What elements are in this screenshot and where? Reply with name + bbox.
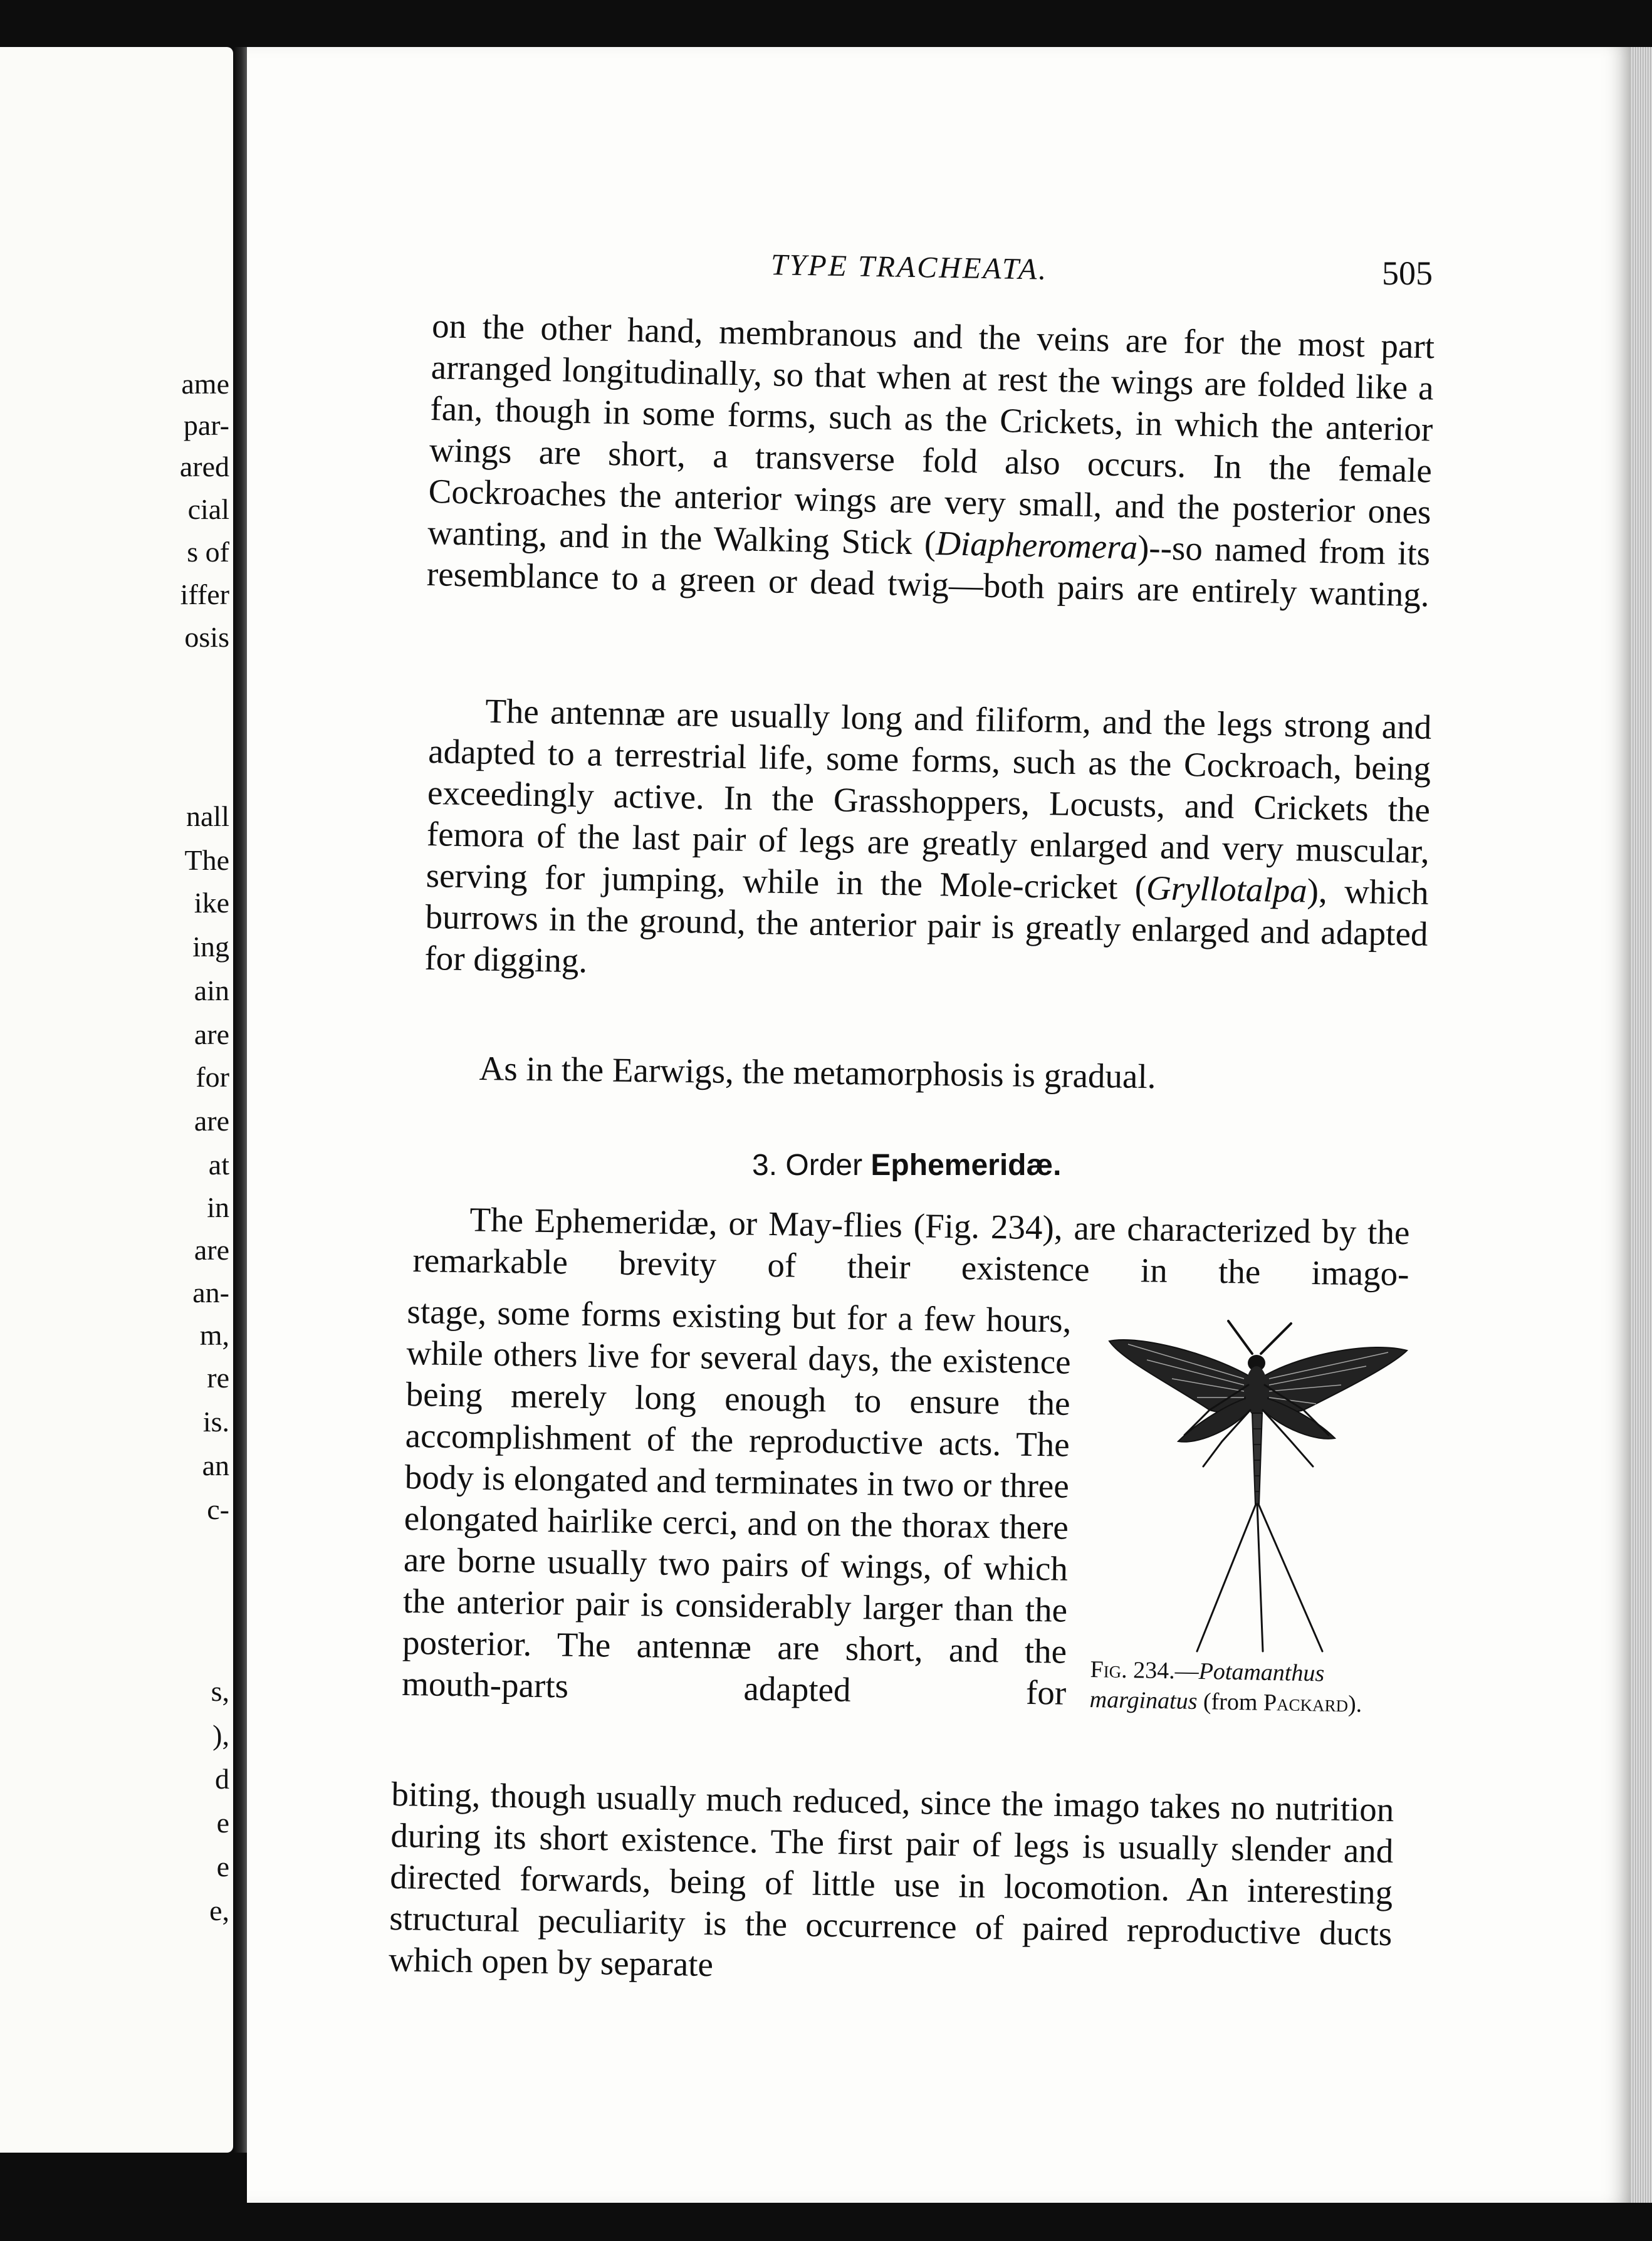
left-page-fragment-line: ared [179, 451, 229, 483]
left-page-fragment-line: par- [183, 409, 229, 441]
left-page-fragment-line: an [202, 1450, 229, 1481]
mayfly-illustration [1103, 1316, 1416, 1654]
left-page-fragment-line: s, [211, 1675, 229, 1707]
paragraph-mayflies-intro: The Ephemeridæ, or May-flies (Fig. 234), are characterized by the remarkable brevity of their existence in the imago- [412, 1200, 1410, 1293]
left-page-fragment-line: e [216, 1807, 229, 1839]
book-gutter [233, 47, 247, 2153]
paragraph-text: on the other hand, membranous and the veins are for the most part arranged longitudinally, so that when at rest the wings are folded like a fan, though in some forms, such as the Crickets, in which the anterior wings are short, a transverse fold also occurs. In the female Cockroaches the anterior wings are very small, and the posterior ones wanting, and in the Walking Stick (Diapheromera)--so named from its resemblance to a green or dead twig—both pairs are entirely wanting. [426, 306, 1435, 614]
left-page-fragment-line: d [215, 1763, 229, 1795]
left-page-fragment-line: in [207, 1191, 229, 1223]
left-page-fragment-line: e, [209, 1894, 229, 1926]
paragraph-metamorphosis: As in the Earwigs, the metamorphosis is gradual. [479, 1048, 1156, 1096]
left-page-fragment-line: ike [194, 887, 229, 919]
paragraph-antennae [424, 689, 1432, 996]
left-page-fragment-line: ing [192, 931, 229, 963]
left-page-fragment-line: osis [184, 621, 229, 653]
left-page-fragment-line: are [194, 1018, 229, 1050]
left-page-fragment-line: at [208, 1149, 229, 1181]
left-page-text [4, 47, 229, 2153]
left-page-fragment-line: for [196, 1061, 229, 1093]
left-page-fragment-line: are [194, 1234, 229, 1266]
section-number: 3. Order [752, 1149, 863, 1182]
left-page-fragment-line: an- [192, 1277, 229, 1309]
left-page-fragment-line: is. [202, 1406, 229, 1438]
left-page-fragment-line: m, [199, 1319, 229, 1351]
page-edges [1631, 47, 1652, 2203]
left-page-fragment-line: ), [212, 1719, 229, 1751]
figure-credit-close: ). [1347, 1691, 1362, 1718]
paragraph-wings [426, 305, 1435, 615]
left-page-fragment-line: iffer [180, 578, 229, 610]
left-page-fragment-line: cial [187, 493, 229, 525]
left-page-fragment-line: nall [186, 800, 229, 832]
figure-credit-name: Packard [1263, 1689, 1349, 1718]
left-page-fragment [0, 47, 233, 2153]
paragraph-mayflies-continued: biting, though usually much reduced, since the imago takes no nutrition during its short existence. The first pair of legs is usually slender and directed forwards, being of little use in locomotion. An interesting structural peculiarity is the occurrence of paired reproductive ducts which open by separate [388, 1774, 1394, 1984]
figure-credit-open: (from [1197, 1688, 1264, 1716]
left-page-fragment-line: ain [194, 974, 229, 1006]
section-title: Ephemeridæ. [870, 1149, 1062, 1182]
left-page-fragment-line: ame [181, 368, 229, 400]
figure-caption [1089, 1654, 1404, 1720]
left-page-fragment-line: The [184, 844, 229, 876]
left-page-fragment-line: s of [187, 536, 229, 568]
section-heading [752, 1148, 1061, 1183]
paragraph-mayflies-body: stage, some forms existing but for a few hours, while others live for several days, the existence being merely long enough to ensure the accomplishment of the reproductive acts. The body is elongated and terminates in two or three elongated hairlike cerci, and on the thorax there are borne usually two pairs of wings, of which the anterior pair is considerably larger than the posterior. The antennæ are short, and the mouth-parts adapted for [401, 1292, 1072, 1712]
left-page-fragment-line: are [194, 1105, 229, 1137]
figure-label: Fig. 234.— [1090, 1656, 1200, 1685]
figure-species: Potamanthus marginatus [1089, 1658, 1325, 1715]
left-page-fragment-line: c- [207, 1493, 229, 1525]
left-page-fragment-line: e [216, 1851, 229, 1883]
running-head: TYPE TRACHEATA. [770, 248, 1048, 286]
page-number: 505 [1382, 254, 1433, 292]
left-page-fragment-line: re [207, 1362, 229, 1394]
paragraph-text: The antennæ are usually long and filiform, and the legs strong and adapted to a terrestrial life, some forms, such as the Cockroach, being exceedingly active. In the Grasshoppers, Locusts, and Crickets the femora of the last pair of legs are greatly enlarged and very muscular, serving for jumping, while in the Mole-cricket (Gryllotalpa), which burrows in the ground, the anterior pair is greatly enlarged and adapted for digging. [424, 691, 1432, 980]
